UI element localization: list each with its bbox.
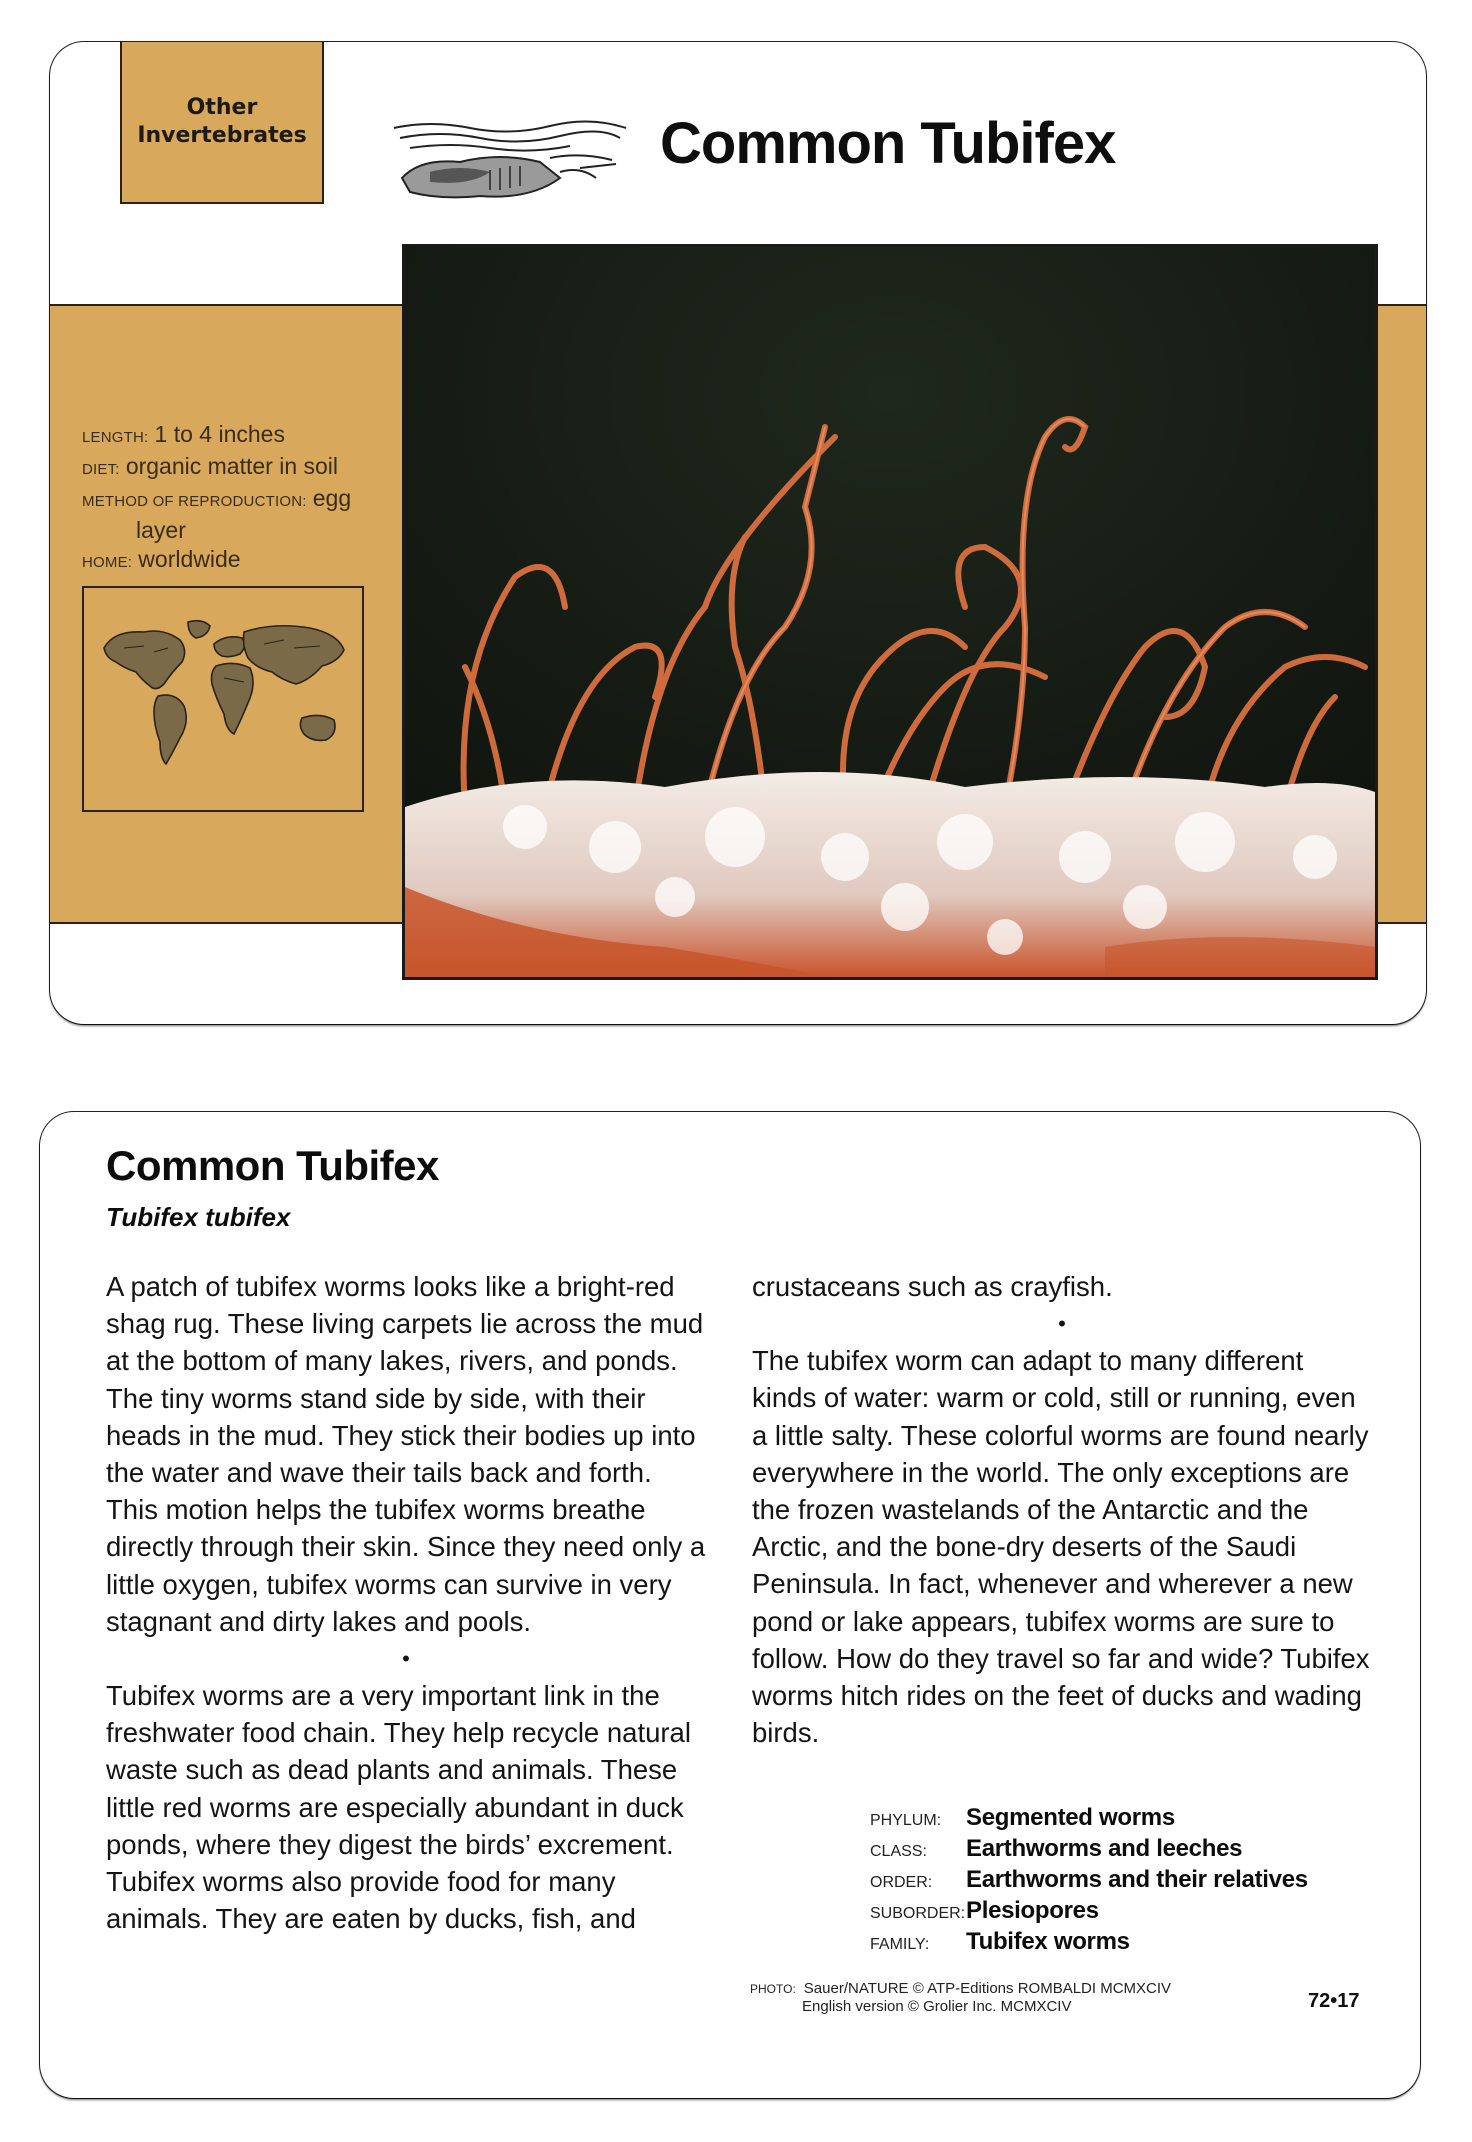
taxonomy-row-phylum <box>870 1804 1308 1835</box>
card-front <box>50 42 1426 1024</box>
taxonomy-label: FAMILY: <box>870 1936 930 1953</box>
home-label: HOME: <box>82 554 133 571</box>
reproduction-value: egg <box>312 485 352 511</box>
text-column-left <box>106 1268 706 1937</box>
text-column-right <box>752 1268 1372 1751</box>
back-title: Common Tubifex <box>106 1142 439 1189</box>
paragraph-1: A patch of tubifex worms looks like a bright-red shag rug. These living carpets lie across the mud at the bottom of many lakes, rivers, and ponds. The tiny worms stand side by side, with their heads in the mud. They stick their bodies up into the water and wave their tails back and forth. This motion helps the tubifex worms breathe directly through their skin. Since they need only a little oxygen, tubifex worms can survive in very stagnant and dirty lakes and pools. <box>106 1271 706 1637</box>
card-number: 72•17 <box>1308 1990 1360 2012</box>
bullet-separator: • <box>402 1646 410 1672</box>
diet-value: organic matter in soil <box>125 453 339 479</box>
taxonomy-label: ORDER: <box>870 1874 933 1891</box>
scientific-name: Tubifex tubifex <box>106 1202 291 1232</box>
taxonomy-table <box>870 1804 1308 1959</box>
taxonomy-value: Tubifex worms <box>966 1928 1130 1955</box>
taxonomy-label: PHYLUM: <box>870 1812 942 1829</box>
fact-list <box>82 420 372 577</box>
fact-reproduction-cont <box>82 516 372 545</box>
taxonomy-label: SUBORDER: <box>870 1905 966 1922</box>
taxonomy-label: CLASS: <box>870 1843 927 1860</box>
card-back <box>40 1112 1420 2098</box>
taxonomy-row-class <box>870 1835 1308 1866</box>
species-photo <box>402 244 1378 980</box>
taxonomy-row-suborder <box>870 1897 1308 1928</box>
taxonomy-value: Plesiopores <box>966 1897 1099 1924</box>
front-title: Common Tubifex <box>660 111 1116 176</box>
taxonomy-row-family <box>870 1928 1308 1959</box>
length-label: LENGTH: <box>82 429 149 446</box>
fact-diet <box>82 452 372 484</box>
tubifex-worms-image <box>405 247 1375 977</box>
fact-length <box>82 420 372 452</box>
world-map <box>82 586 364 812</box>
paragraph-4: The tubifex worm can adapt to many different kinds of water: warm or cold, still or running, even a little salty. These colorful worms are found nearly everywhere in the world. The only exceptions are the frozen wastelands of the Antarctic and the Arctic, and the bone-dry deserts of the Saudi Peninsula. In fact, whenever and wherever a new pond or lake appears, tubifex worms are sure to follow. How do they travel so far and wide? Tubifex worms hitch rides on the feet of ducks and wading birds. <box>752 1345 1370 1749</box>
reproduction-label: METHOD OF REPRODUCTION: <box>82 493 307 510</box>
taxonomy-value: Earthworms and their relatives <box>966 1866 1308 1893</box>
taxonomy-value: Segmented worms <box>966 1804 1175 1831</box>
credits-line-2: English version © Grolier Inc. MCMXCIV <box>802 1998 1072 2015</box>
world-map-icon <box>84 588 362 810</box>
paragraph-2: Tubifex worms are a very important link in the freshwater food chain. They help recycle natural waste such as dead plants and animals. These little red worms are especially abundant in duck ponds, where they digest the birds’ excrement. Tubifex worms also provide food for many animals. They are eaten by ducks, fish, and <box>106 1680 691 1935</box>
taxonomy-value: Earthworms and leeches <box>966 1835 1243 1862</box>
taxonomy-row-order <box>870 1866 1308 1897</box>
paragraph-3: crustaceans such as crayfish. <box>752 1271 1113 1302</box>
credits-text-1: Sauer/NATURE © ATP-Editions ROMBALDI MCMXCIV <box>803 1980 1172 1997</box>
habitat-water-icon <box>390 112 630 202</box>
category-line-2: Invertebrates <box>137 123 307 148</box>
fact-home <box>82 545 372 577</box>
photo-credits <box>750 1980 1171 2016</box>
length-value: 1 to 4 inches <box>154 421 285 447</box>
credits-label: PHOTO: <box>750 1982 796 1996</box>
reproduction-value-cont: layer <box>136 517 186 543</box>
bullet-separator: • <box>1058 1311 1066 1337</box>
diet-label: DIET: <box>82 461 120 478</box>
fact-reproduction <box>82 484 372 516</box>
home-value: worldwide <box>138 546 241 572</box>
category-line-1: Other <box>186 95 258 120</box>
credits-line-1 <box>750 1980 1171 1998</box>
category-label <box>120 42 324 204</box>
